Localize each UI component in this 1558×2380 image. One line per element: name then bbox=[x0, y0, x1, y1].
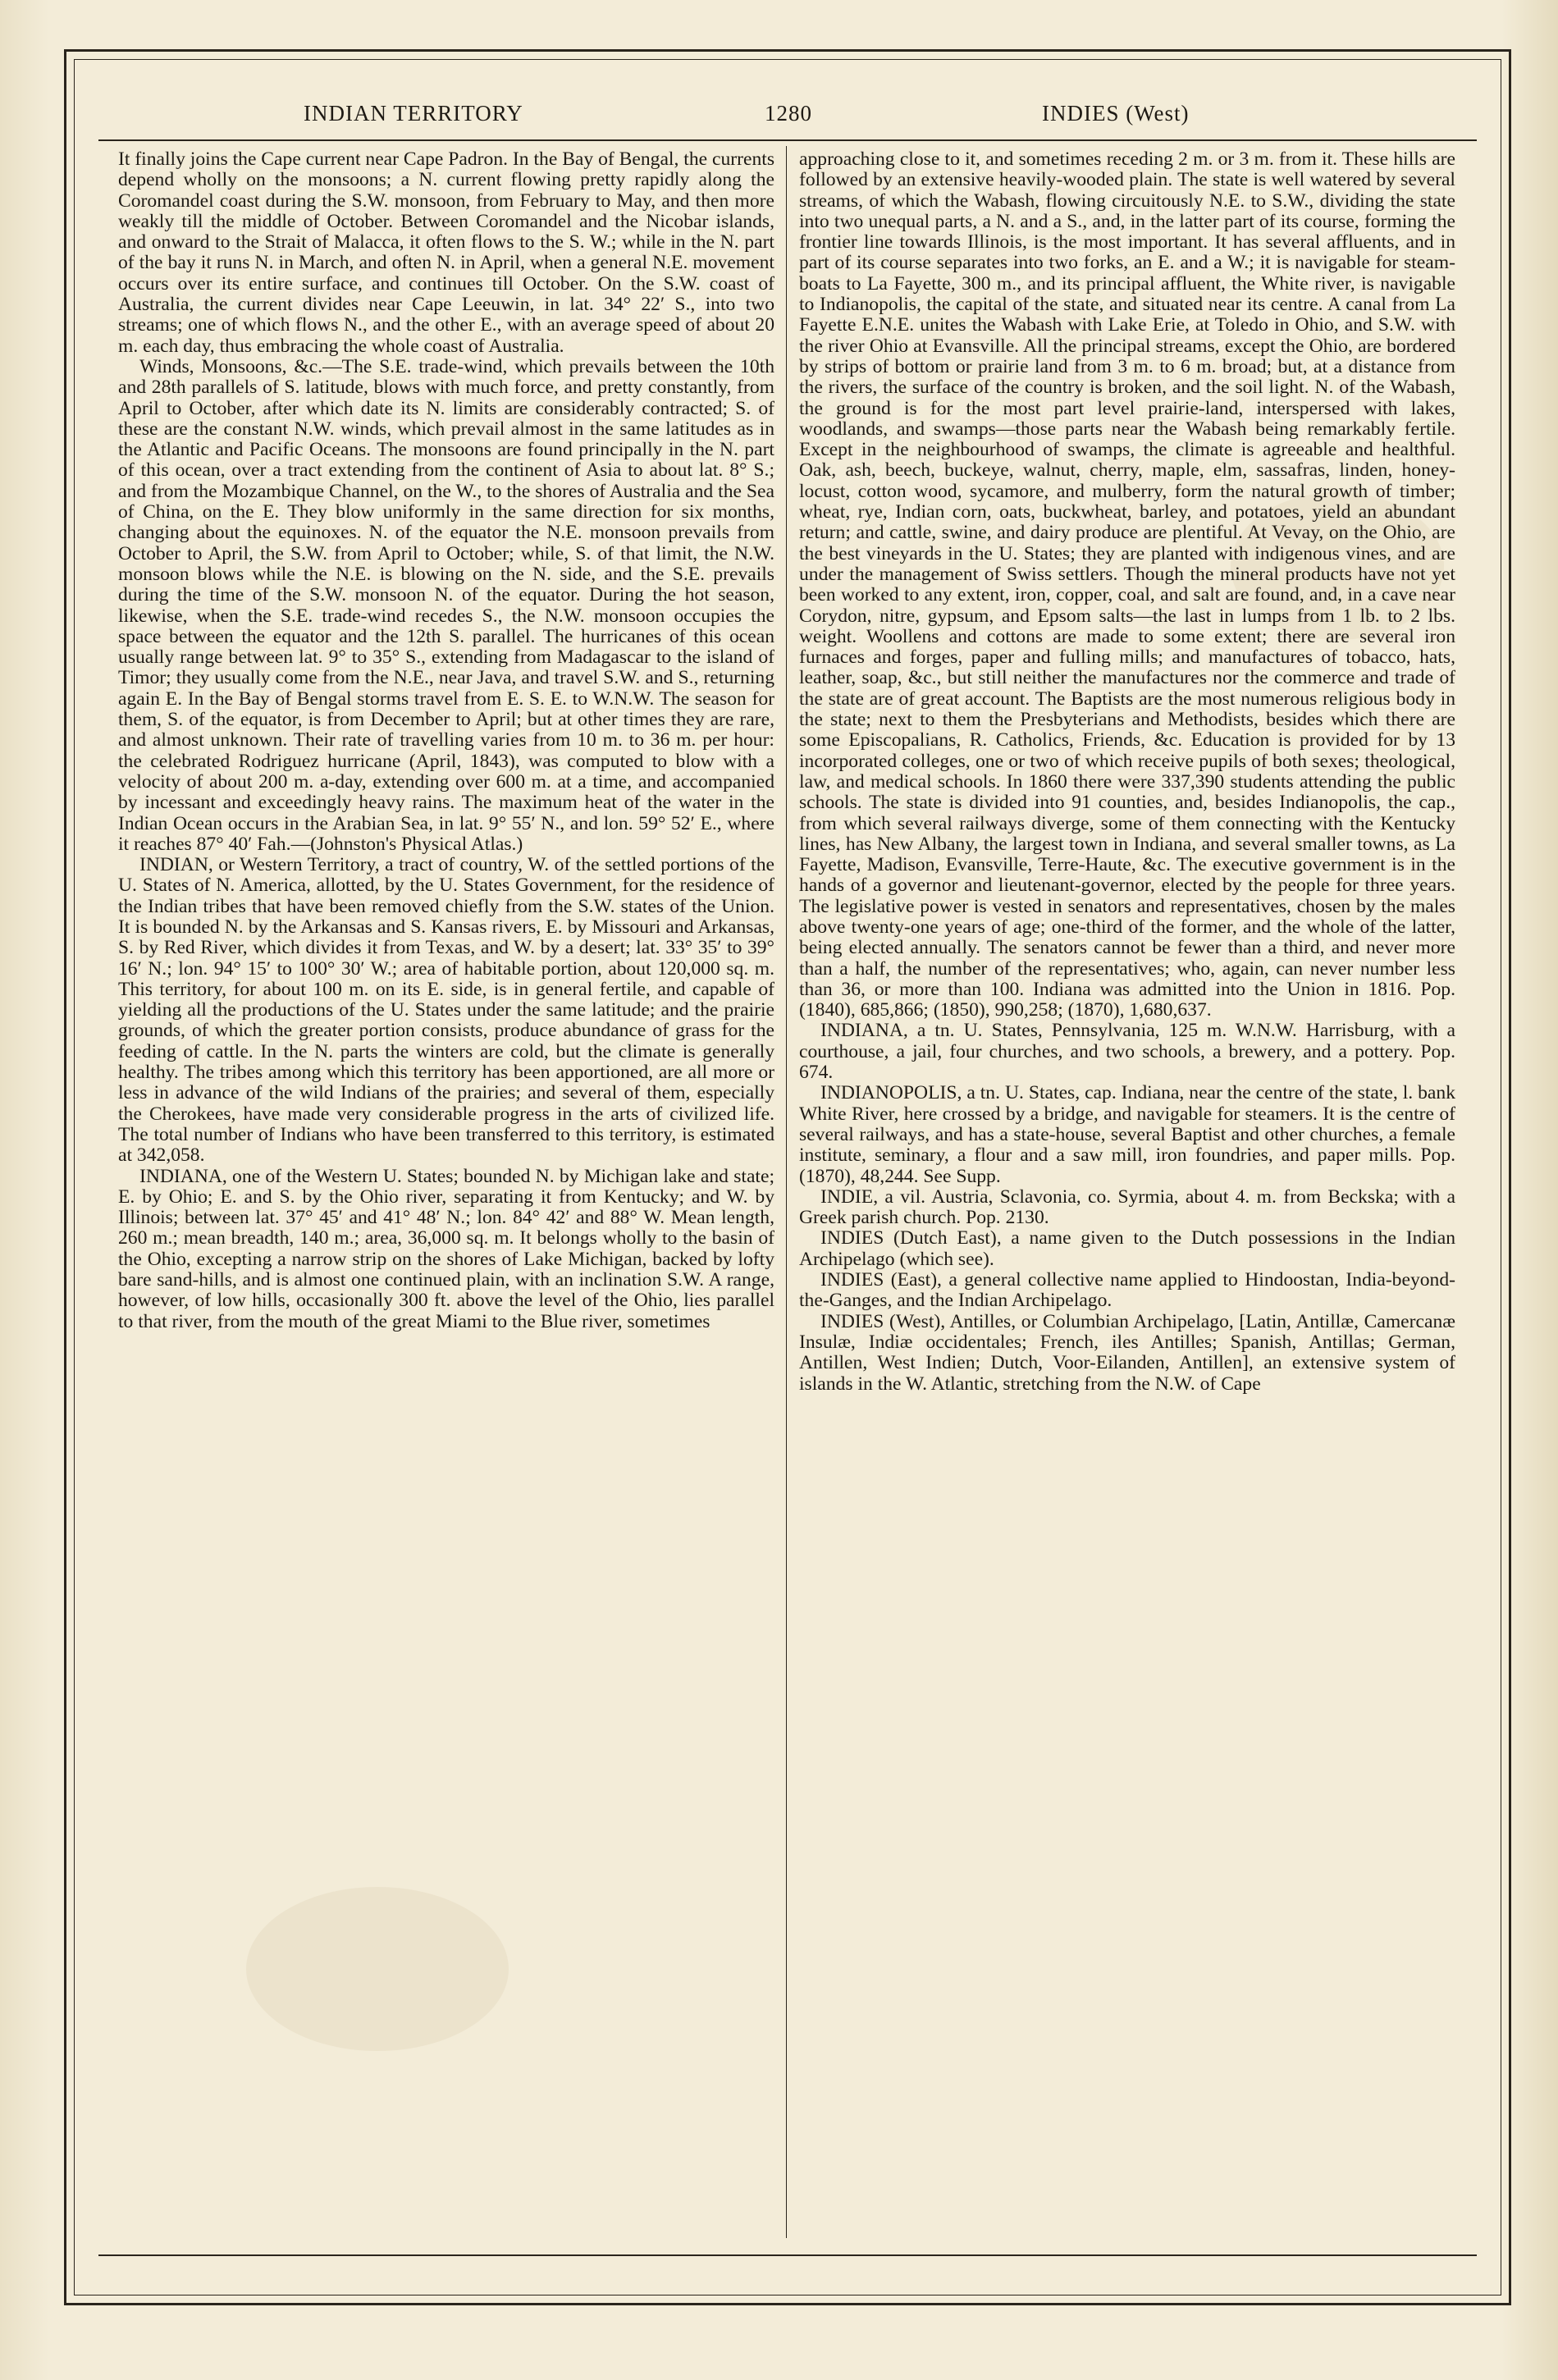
paragraph-winds-monsoons: Winds, Monsoons, &c.—The S.E. trade-wind, which prevails between the 10th and 28th parallels of S. latitude, blows with much force, and pretty constantly, from April to October, after which date its N. limits are considerably contracted; S. of these are the constant N.W. winds, which prevail almost in the same latitudes as in the Atlantic and Pacific Oceans. The monsoons are found principally in the N. part of this ocean, over a tract extending from the continent of Asia to about lat. 8° S.; and from the Mozambique Channel, on the W., to the shores of Australia and the Sea of China, on the E. They blow uniformly in the same direction for six months, changing about the equinoxes. N. of the equator the N.E. monsoon prevails from October to April, the S.W. from April to October; while, S. of that limit, the N.W. monsoon blows while the N.E. is blowing on the N. side, and the S.E. prevails during the time of the S.W. monsoon N. of the equator. During the hot season, likewise, when the S.E. trade-wind recedes S., the N.W. monsoon occupies the space between the equator and the 12th S. parallel. The hurricanes of this ocean usually range between lat. 9° to 35° S., extending from Madagascar to the island of Timor; they usually come from the N.E., near Java, and travel S.W. and S., returning again E. In the Bay of Bengal storms travel from E. S. E. to W.N.W. The season for them, S. of the equator, is from December to April; but at other times they are rare, and almost unknown. Their rate of travelling varies from 10 m. to 36 m. per hour: the celebrated Rodriguez hurricane (April, 1843), was computed to blow with a velocity of about 200 m. a-day, extending over 600 m. at a time, and accompanied by incessant and exceedingly heavy rains. The maximum heat of the water in the Indian Ocean occurs in the Arabian Sea, in lat. 9° 55′ N., and lon. 59° 52′ E., where it reaches 87° 40′ Fah.—(Johnston's Physical Atlas.) bbox=[118, 355, 774, 855]
entry-indies-east: INDIES (East), a general collective name applied to Hindoostan, India-beyond-the-Ganges, and the Indian Archipelago. bbox=[799, 1269, 1455, 1312]
page-number: 1280 bbox=[765, 101, 812, 126]
header-right-title: INDIES (West) bbox=[1042, 101, 1190, 126]
running-header bbox=[82, 92, 1493, 135]
left-column bbox=[118, 149, 774, 2233]
entry-indianopolis: INDIANOPOLIS, a tn. U. States, cap. Indiana, near the centre of the state, l. bank White River, here crossed by a bridge, and navigable for steamers. It is the centre of several railways, and has a state-house, several Baptist and other churches, a female institute, seminary, a flour and a saw mill, iron foundries, and paper mills. Pop. (1870), 48,244. See Supp. bbox=[799, 1082, 1455, 1187]
entry-indian-territory: INDIAN, or Western Territory, a tract of country, W. of the settled portions of the U. States of N. America, allotted, by the U. States Government, for the residence of the Indian tribes that have been removed chiefly from the S.W. states of the Union. It is bounded N. by the Arkansas and S. Kansas rivers, E. by Missouri and Arkansas, S. by Red River, which divides it from Texas, and W. by a desert; lat. 33° 35′ to 39° 16′ N.; lon. 94° 15′ to 100° 30′ W.; area of habitable portion, about 120,000 sq. m. This territory, for about 100 m. on its E. side, is in general fertile, and capable of yielding all the productions of the U. States under the same latitude; and the prairie grounds, of which the greater portion consists, produce abundance of grass for the feeding of cattle. In the N. parts the winters are cold, but the climate is generally healthy. The tribes among which this territory has been apportioned, are all more or less in advance of the wild Indians of the prairies; and several of them, especially the Cherokees, have made very considerable progress in the arts of civilized life. The total number of Indians who have been transferred to this territory, is estimated at 342,058. bbox=[118, 854, 774, 1167]
entry-indies-dutch-east: INDIES (Dutch East), a name given to the Dutch possessions in the Indian Archipelago (which see). bbox=[799, 1227, 1455, 1270]
header-rule bbox=[98, 139, 1477, 141]
entry-indie: INDIE, a vil. Austria, Sclavonia, co. Syrmia, about 4. m. from Beckska; with a Greek parish church. Pop. 2130. bbox=[799, 1185, 1455, 1229]
header-left-title: INDIAN TERRITORY bbox=[304, 101, 523, 126]
entry-indiana-town: INDIANA, a tn. U. States, Pennsylvania, 125 m. W.N.W. Harrisburg, with a courthouse, a jail, four churches, and two schools, a brewery, and a pottery. Pop. 674. bbox=[799, 1020, 1455, 1084]
column-divider bbox=[786, 146, 787, 2238]
paragraph-indian-ocean-currents: It finally joins the Cape current near Cape Padron. In the Bay of Bengal, the currents depend wholly on the monsoons; a N. current flowing pretty rapidly along the Coromandel coast during the S.W. monsoon, from February to May, and then more weakly till the middle of October. Between Coromandel and the Nicobar islands, and onward to the Strait of Malacca, it often flows to the S. W.; while in the N. part of the bay it runs N. in March, and often N. in April, when a general N.E. movement occurs over its entire surface, and continues till October. On the S.W. coast of Australia, the current divides near Cape Leeuwin, in lat. 34° 22′ S., into two streams; one of which flows N., and the other E., with an average speed of about 20 m. each day, thus embracing the whole coast of Australia. bbox=[118, 149, 774, 357]
entry-indiana-state: INDIANA, one of the Western U. States; bounded N. by Michigan lake and state; E. by Ohio; E. and S. by the Ohio river, separating it from Kentucky; and W. by Illinois; between lat. 37° 45′ and 41° 48′ N.; lon. 84° 42′ and 88° W. Mean length, 260 m.; mean breadth, 140 m.; area, 36,000 sq. m. It belongs wholly to the basin of the Ohio, excepting a narrow strip on the shores of Lake Michigan, backed by lofty bare sand-hills, and is almost one continued plain, with an inclination S.W. A range, however, of low hills, occasionally 300 ft. above the level of the Ohio, lies parallel to that river, from the mouth of the great Miami to the Blue river, sometimes bbox=[118, 1165, 774, 1332]
entry-indies-west: INDIES (West), Antilles, or Columbian Archipelago, [Latin, Antillæ, Camercanæ Insulæ, Indiæ occidentales; French, iles Antilles; Spanish, Antillas; German, Antillen, West Indien; Dutch, Voor-Eilanden, Antillen], an extensive system of islands in the W. Atlantic, stretching from the N.W. of Cape bbox=[799, 1310, 1455, 1395]
footer-rule bbox=[98, 2254, 1477, 2256]
right-column bbox=[799, 149, 1455, 2233]
paragraph-indiana-continued: approaching close to it, and sometimes receding 2 m. or 3 m. from it. These hills are followed by an extensive heavily-wooded plain. The state is well watered by several streams, of which the Wabash, flowing circuitously N.E. to S.W., dividing the state into two unequal parts, a N. and a S., and, in the latter part of its course, forming the frontier line towards Illinois, is the most important. It has several affluents, and in part of its course separates into two forks, an E. and a W.; it is navigable for steam-boats to La Fayette, 300 m., and its principal affluent, the White river, is navigable to Indianopolis, the capital of the state, and situated near its centre. A canal from La Fayette E.N.E. unites the Wabash with Lake Erie, at Toledo in Ohio, and S.W. with the river Ohio at Evansville. All the principal streams, except the Ohio, are bordered by strips of bottom or prairie land from 3 m. to 6 m. broad; but, at a distance from the rivers, the surface of the country is broken, and the soil light. N. of the Wabash, the ground is for the most part level prairie-land, interspersed with lakes, woodlands, and swamps—those parts near the Wabash being remarkably fertile. Except in the neighbourhood of swamps, the climate is agreeable and healthful. Oak, ash, beech, buckeye, walnut, cherry, maple, elm, sassafras, linden, honey-locust, cotton wood, sycamore, and mulberry, form the natural growth of timber; wheat, rye, Indian corn, oats, buckwheat, barley, and potatoes, yield an abundant return; and cattle, swine, and dairy produce are plentiful. At Vevay, on the Ohio, are the best vineyards in the U. States; they are planted with indigenous vines, and are under the management of Swiss settlers. Though the mineral products have not yet been worked to any extent, iron, copper, coal, and salt are found, and, in a cave near Corydon, nitre, gypsum, and Epsom salts—the last in lumps from 1 lb. to 2 lbs. weight. Woollens and cottons are made to some extent; there are several iron furnaces and forges, paper and fulling mills; and manufactures of tobacco, hats, leather, soap, &c., but still neither the manufactures nor the commerce and trade of the state are of great account. The Baptists are the most numerous religious body in the state; next to them the Presbyterians and Methodists, besides which there are some Episcopalians, R. Catholics, Friends, &c. Education is provided for by 13 incorporated colleges, one or two of which receive pupils of both sexes; theological, law, and medical schools. In 1860 there were 337,390 students attending the public schools. The state is divided into 91 counties, and, besides Indianopolis, the cap., from which several railways diverge, some of them connecting with the Kentucky lines, has New Albany, the largest town in Indiana, and several smaller towns, as La Fayette, Madison, Evansville, Terre-Haute, &c. The executive government is in the hands of a governor and lieutenant-governor, elected by the people for three years. The legislative power is vested in senators and representatives, chosen by the males above twenty-one years of age; one-third of the former, and the whole of the latter, being elected annually. The senators cannot be fewer than a third, and never more than a half, the number of the representatives; who, again, can never number less than 36, or more than 100. Indiana was admitted into the Union in 1816. Pop. (1840), 685,866; (1850), 990,258; (1870), 1,680,637. bbox=[799, 149, 1455, 1021]
